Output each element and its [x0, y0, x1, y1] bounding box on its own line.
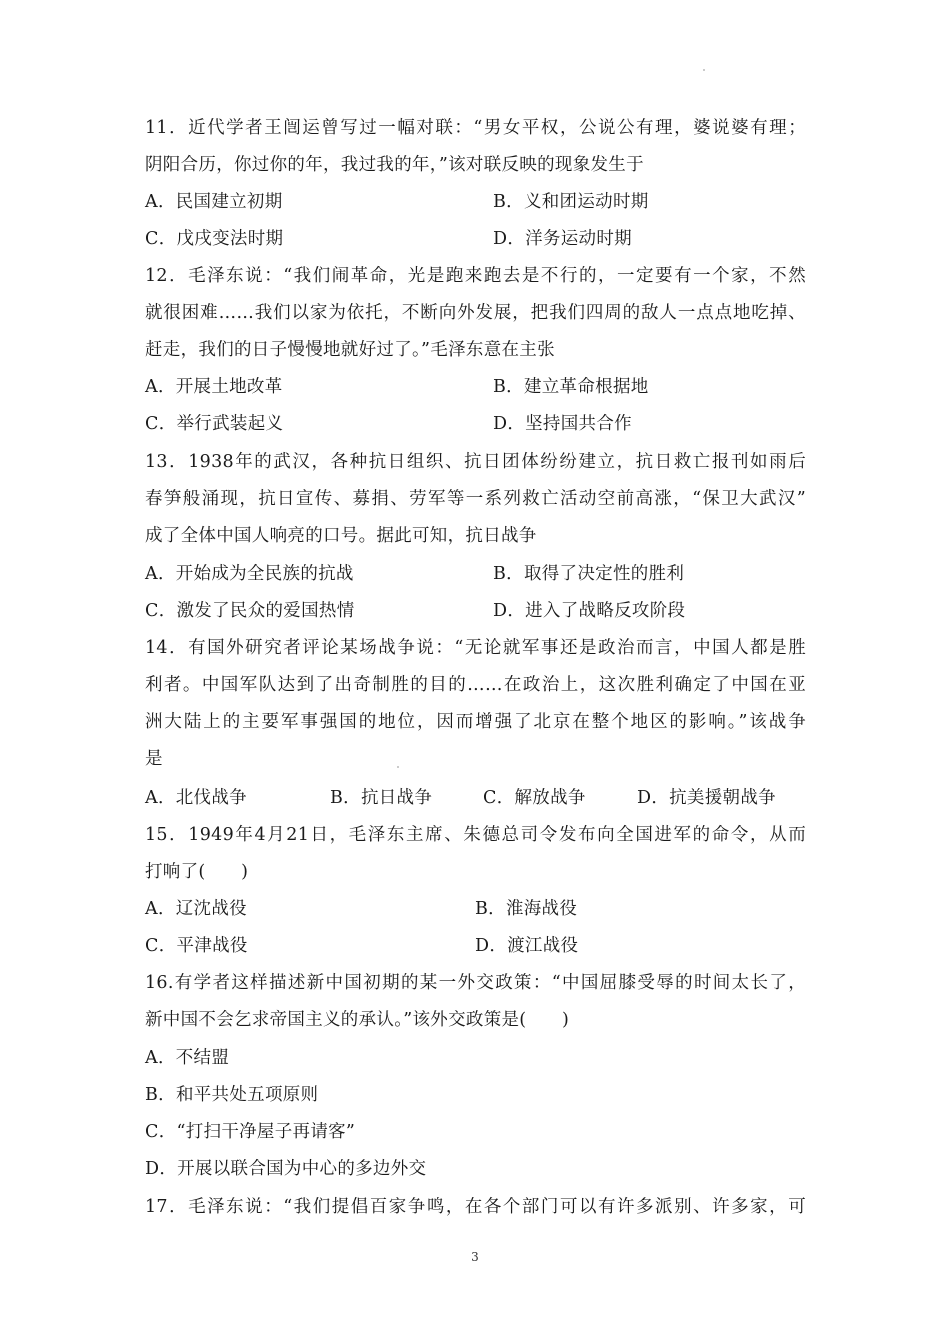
option-b: B．取得了决定性的胜利 [493, 564, 685, 584]
scan-speck [703, 69, 705, 71]
question-text-line: 12．毛泽东说：“我们闹革命，光是跑来跑去是不行的，一定要有一个家，不然 [145, 266, 806, 286]
question-text-line: 就很困难……我们以家为依托，不断向外发展，把我们四周的敌人一点点地吃掉、 [145, 303, 806, 323]
scan-speck [397, 766, 399, 768]
question-text-line: 14．有国外研究者评论某场战争说：“无论就军事还是政治而言，中国人都是胜 [145, 638, 806, 658]
option-a: A．民国建立初期 [145, 192, 283, 212]
question-text-line: 洲大陆上的主要军事强国的地位，因而增强了北京在整个地区的影响。”该战争 [145, 712, 806, 732]
option-b: B．建立革命根据地 [493, 377, 649, 397]
option-a: A．开始成为全民族的抗战 [145, 564, 354, 584]
option-c: C．戊戌变法时期 [145, 229, 284, 249]
question-text-line: 17．毛泽东说：“我们提倡百家争鸣，在各个部门可以有许多派别、许多家，可 [145, 1197, 806, 1217]
option-d: D．坚持国共合作 [493, 414, 632, 434]
option-c: C．平津战役 [145, 936, 248, 956]
option-b: B．和平共处五项原则 [145, 1085, 319, 1105]
question-text-line: 新中国不会乞求帝国主义的承认。”该外交政策是( ) [145, 1010, 570, 1030]
option-c: C．举行武装起义 [145, 414, 284, 434]
question-text-line: 春笋般涌现，抗日宣传、募捐、劳军等一系列救亡活动空前高涨，“保卫大武汉” [145, 489, 806, 509]
option-d: D．洋务运动时期 [493, 229, 632, 249]
question-text-line: 15．1949年4月21日，毛泽东主席、朱德总司令发布向全国进军的命令，从而 [145, 825, 806, 845]
option-c: C．解放战争 [483, 788, 586, 808]
question-text-line: 赶走，我们的日子慢慢地就好过了。”毛泽东意在主张 [145, 340, 555, 360]
option-d: D．抗美援朝战争 [637, 788, 776, 808]
option-a: A．不结盟 [145, 1048, 230, 1068]
option-a: A．辽沈战役 [145, 899, 247, 919]
option-a: A．开展土地改革 [145, 377, 283, 397]
question-text-line: 打响了( ) [145, 862, 249, 882]
question-text-line: 是 [145, 749, 163, 769]
option-b: B．义和团运动时期 [493, 192, 649, 212]
option-c: C．“打扫干净屋子再请客” [145, 1122, 356, 1142]
question-text-line: 16.有学者这样描述新中国初期的某一外交政策：“中国屈膝受辱的时间太长了， [145, 973, 806, 993]
option-d: D．进入了战略反攻阶段 [493, 601, 686, 621]
page-number: 3 [471, 1250, 479, 1264]
question-text-line: 13．1938年的武汉，各种抗日组织、抗日团体纷纷建立，抗日救亡报刊如雨后 [145, 452, 806, 472]
option-c: C．激发了民众的爱国热情 [145, 601, 355, 621]
option-b: B．抗日战争 [330, 788, 433, 808]
option-d: D．渡江战役 [475, 936, 579, 956]
question-text-line: 11．近代学者王闿运曾写过一幅对联：“男女平权，公说公有理，婆说婆有理； [145, 118, 806, 138]
option-a: A．北伐战争 [145, 788, 247, 808]
question-text-line: 阴阳合历，你过你的年，我过我的年，”该对联反映的现象发生于 [145, 155, 644, 175]
option-d: D．开展以联合国为中心的多边外交 [145, 1159, 427, 1179]
question-text-line: 成了全体中国人响亮的口号。据此可知，抗日战争 [145, 526, 537, 546]
question-text-line: 利者。中国军队达到了出奇制胜的目的……在政治上，这次胜利确定了中国在亚 [145, 675, 806, 695]
option-b: B．淮海战役 [475, 899, 578, 919]
